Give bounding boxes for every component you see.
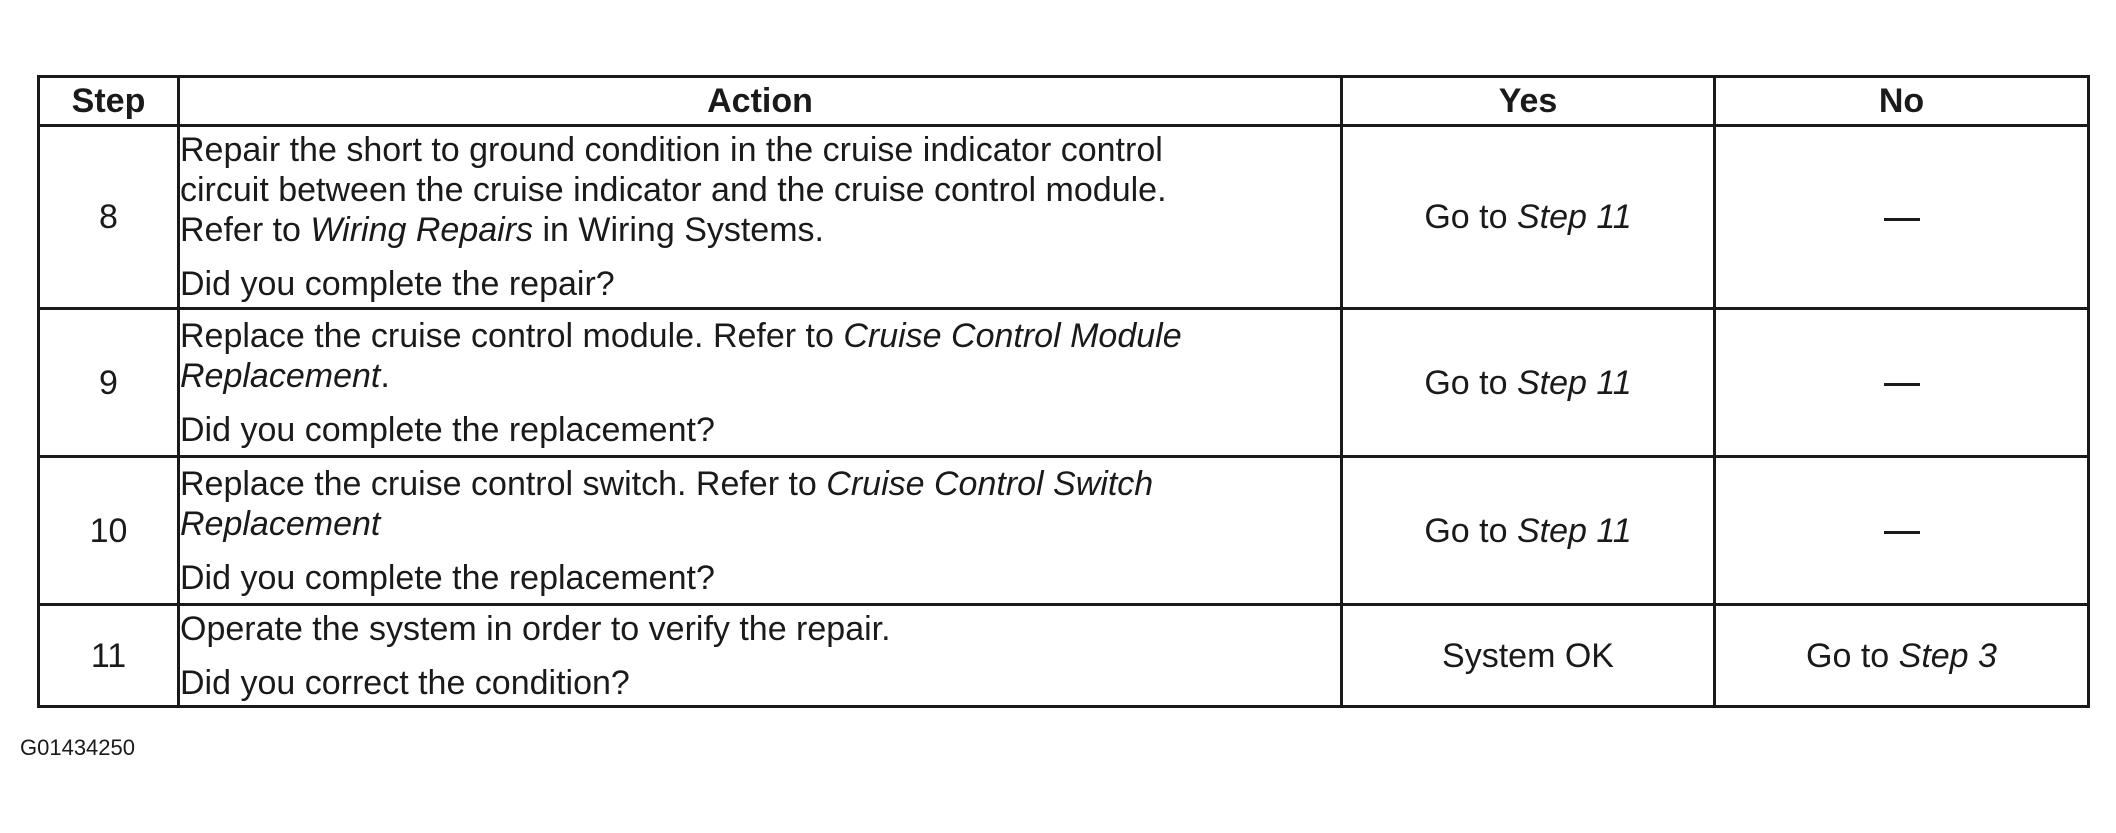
dash-mark	[1884, 383, 1920, 386]
action-text: Refer to Wiring Repairs in Wiring Systems.	[180, 211, 824, 249]
header-step: Step	[39, 77, 179, 126]
table-row	[39, 457, 2089, 605]
no-result	[1715, 309, 2089, 457]
no-result	[1715, 457, 2089, 605]
question-text: Did you complete the replacement?	[180, 558, 715, 597]
figure-id: G01434250	[20, 735, 135, 760]
yes-result: System OK	[1342, 605, 1715, 707]
header-no: No	[1715, 77, 2089, 126]
diagnostic-table	[37, 75, 2090, 708]
action-cell	[179, 605, 1342, 707]
action-text: Repair the short to ground condition in the cruise indicator control	[180, 131, 1163, 169]
table-header-row	[39, 77, 2089, 126]
dash-mark	[1884, 531, 1920, 534]
action-cell	[179, 309, 1342, 457]
step-number: 10	[39, 457, 179, 605]
reference-link-text: Wiring Repairs	[310, 211, 534, 249]
reference-link-text: Cruise Control Switch	[826, 464, 1154, 503]
no-result	[1715, 126, 2089, 309]
action-text: Replacement.	[180, 356, 390, 395]
action-text: circuit between the cruise indicator and the cruise control module.	[180, 171, 1167, 209]
no-result: Go to Step 3	[1715, 605, 2089, 707]
action-text: Operate the system in order to verify the repair.	[180, 609, 891, 648]
table-row	[39, 126, 2089, 309]
step-number: 9	[39, 309, 179, 457]
reference-link-text: Replacement	[180, 504, 381, 543]
step-number: 11	[39, 605, 179, 707]
table-row	[39, 309, 2089, 457]
action-cell	[179, 457, 1342, 605]
yes-result: Go to Step 11	[1342, 457, 1715, 605]
step-number: 8	[39, 126, 179, 309]
dash-mark	[1884, 218, 1920, 221]
reference-link-text: Cruise Control Module	[843, 316, 1182, 355]
header-action: Action	[179, 77, 1342, 126]
header-yes: Yes	[1342, 77, 1715, 126]
action-cell	[179, 126, 1342, 309]
action-text: Replace the cruise control module. Refer to Cruise Control Module	[180, 316, 1182, 355]
yes-result: Go to Step 11	[1342, 126, 1715, 309]
action-text	[180, 504, 1340, 544]
question-text: Did you complete the replacement?	[180, 410, 715, 449]
yes-result: Go to Step 11	[1342, 309, 1715, 457]
action-text: Replace the cruise control switch. Refer to Cruise Control Switch	[180, 464, 1154, 503]
reference-link-text: Replacement	[180, 356, 381, 395]
table-row	[39, 605, 2089, 707]
question-text: Did you complete the repair?	[180, 265, 615, 303]
question-text: Did you correct the condition?	[180, 663, 630, 702]
